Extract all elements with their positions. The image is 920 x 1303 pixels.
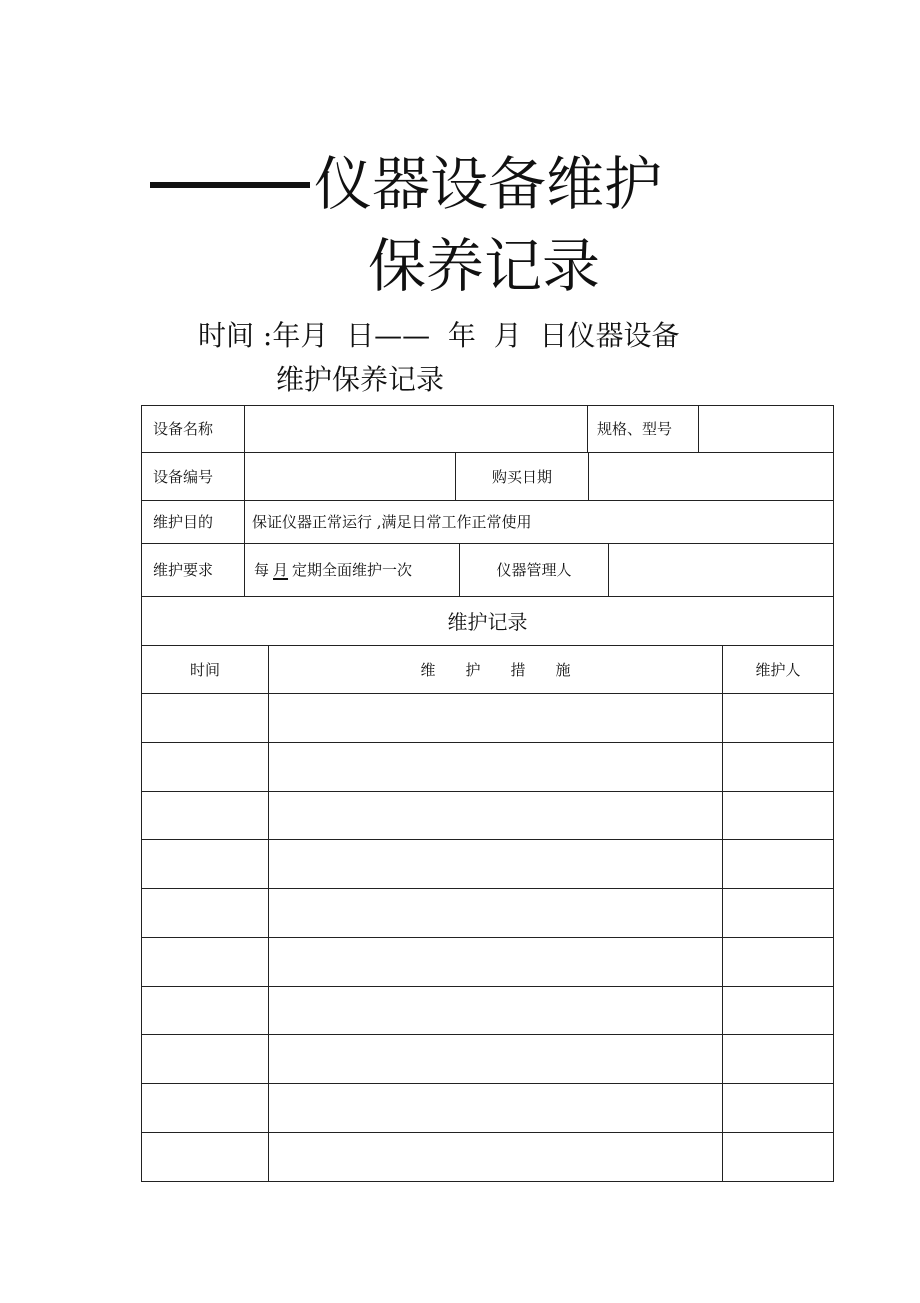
device-name-label: 设备名称 <box>153 420 214 438</box>
record-maintainer-cell[interactable] <box>723 742 833 791</box>
document-title-line2: 保养记录 <box>368 232 601 300</box>
purpose-value: 保证仪器正常运行 ,满足日常工作正常使用 <box>252 513 532 531</box>
column-header-time: 时间 <box>189 660 220 679</box>
device-number-field[interactable] <box>252 452 452 500</box>
record-time-cell[interactable] <box>142 839 268 888</box>
title-dash <box>150 182 310 188</box>
record-maintainer-cell[interactable] <box>723 791 833 839</box>
records-section-title: 维护记录 <box>447 610 528 634</box>
column-header-measures: 维 护 措 施 <box>420 660 571 679</box>
purpose-label: 维护目的 <box>153 513 214 531</box>
record-time-cell[interactable] <box>142 1132 268 1181</box>
requirement-unit: 月 <box>273 561 289 579</box>
document-title-line1 <box>150 148 662 220</box>
record-measures-cell[interactable] <box>269 839 722 888</box>
record-maintainer-cell[interactable] <box>723 1034 833 1083</box>
record-maintainer-cell[interactable] <box>723 1083 833 1132</box>
purchase-date-field[interactable] <box>596 452 831 500</box>
record-time-cell[interactable] <box>142 693 268 742</box>
record-maintainer-cell[interactable] <box>723 839 833 888</box>
spec-model-label: 规格、型号 <box>597 420 673 438</box>
device-number-label: 设备编号 <box>153 467 214 486</box>
record-measures-cell[interactable] <box>269 1083 722 1132</box>
requirement-suffix: 定期全面维护一次 <box>292 561 413 579</box>
record-maintainer-cell[interactable] <box>723 986 833 1034</box>
record-time-cell[interactable] <box>142 742 268 791</box>
record-maintainer-cell[interactable] <box>723 937 833 986</box>
record-measures-cell[interactable] <box>269 1034 722 1083</box>
record-time-cell[interactable] <box>142 888 268 937</box>
column-header-maintainer: 维护人 <box>755 660 801 679</box>
requirement-prefix: 每 <box>254 561 270 579</box>
requirement-value <box>254 543 458 596</box>
record-time-cell[interactable] <box>142 791 268 839</box>
device-name-field[interactable] <box>252 405 582 452</box>
record-measures-cell[interactable] <box>269 693 722 742</box>
record-time-cell[interactable] <box>142 1034 268 1083</box>
record-measures-cell[interactable] <box>269 742 722 791</box>
record-maintainer-cell[interactable] <box>723 888 833 937</box>
record-time-cell[interactable] <box>142 1083 268 1132</box>
record-measures-cell[interactable] <box>269 937 722 986</box>
record-maintainer-cell[interactable] <box>723 1132 833 1181</box>
title-line1-text: 仪器设备维护 <box>314 150 663 218</box>
requirement-label: 维护要求 <box>153 561 214 579</box>
record-measures-cell[interactable] <box>269 888 722 937</box>
subtitle-line1: 时间 :年月 日—— 年 月 日仪器设备 <box>198 319 680 352</box>
record-time-cell[interactable] <box>142 937 268 986</box>
spec-model-field[interactable] <box>706 405 831 452</box>
record-time-cell[interactable] <box>142 986 268 1034</box>
record-measures-cell[interactable] <box>269 791 722 839</box>
purchase-date-label: 购买日期 <box>491 467 552 486</box>
subtitle-line2: 维护保养记录 <box>276 363 445 396</box>
record-measures-cell[interactable] <box>269 986 722 1034</box>
record-measures-cell[interactable] <box>269 1132 722 1181</box>
record-maintainer-cell[interactable] <box>723 693 833 742</box>
manager-field[interactable] <box>616 543 831 596</box>
manager-label: 仪器管理人 <box>496 561 572 579</box>
